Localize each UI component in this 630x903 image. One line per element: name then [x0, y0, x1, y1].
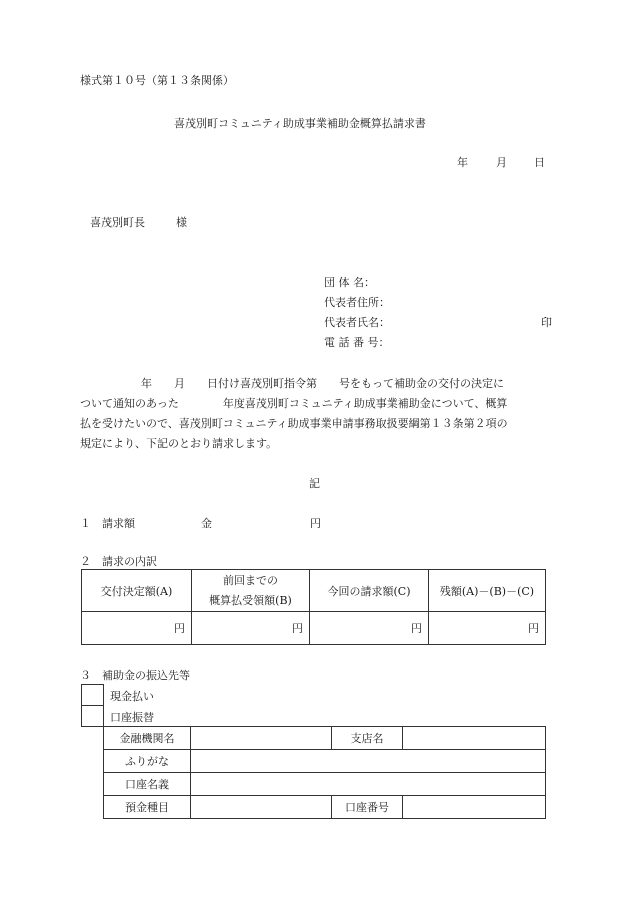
cell-decided-amount[interactable]: 円: [82, 612, 192, 645]
rep-name-label: 代表者氏名：: [324, 316, 390, 329]
section2-label: ２ 請求の内訳: [80, 555, 157, 568]
body-line-2: ついて通知のあった 年度喜茂別町コミュニティ助成事業補助金について、概算: [80, 397, 508, 410]
furigana-input[interactable]: [191, 750, 546, 773]
cell-current-request[interactable]: 円: [310, 612, 429, 645]
section1-label: １ 請求額: [80, 517, 135, 530]
header-previous-line1: 前回までの: [223, 573, 278, 587]
section3-label: ３ 補助金の振込先等: [80, 669, 190, 682]
cell-previous-received[interactable]: 円: [192, 612, 310, 645]
addressee-honorific: 様: [176, 216, 187, 229]
account-holder-label: 口座名義: [104, 773, 191, 796]
account-number-input[interactable]: [403, 796, 546, 819]
bank-table: [103, 726, 546, 819]
furigana-label: ふりがな: [104, 750, 191, 773]
org-name-label: 団 体 名：: [324, 276, 375, 289]
cash-option-label: 現金払い: [110, 690, 154, 703]
body-line-3: 払を受けたいので、喜茂別町コミュニティ助成事業申請事務取扱要綱第１３条第２項の: [80, 417, 508, 430]
deposit-type-label: 預金種目: [104, 796, 191, 819]
account-holder-input[interactable]: [191, 773, 546, 796]
body-line-1: 年 月 日付け喜茂別町指令第 号をもって補助金の交付の決定に: [141, 377, 504, 390]
cash-checkbox[interactable]: [81, 684, 104, 706]
body-line-4: 規定により、下記のとおり請求します。: [80, 437, 278, 450]
transfer-option-label: 口座振替: [110, 711, 154, 724]
deposit-type-input[interactable]: [191, 796, 332, 819]
date-month: 月: [496, 156, 507, 169]
amount-kin: 金: [201, 517, 212, 530]
header-decided-amount: 交付決定額(A): [82, 570, 192, 612]
branch-label: 支店名: [332, 727, 403, 750]
breakdown-table: [81, 569, 546, 645]
cell-remaining[interactable]: 円: [429, 612, 546, 645]
form-number: 様式第１０号（第１３条関係）: [80, 74, 234, 87]
document-title: 喜茂別町コミュニティ助成事業補助金概算払請求書: [174, 117, 426, 130]
header-previous-line2: 概算払受領額(B): [209, 593, 292, 607]
rep-address-label: 代表者住所：: [324, 296, 390, 309]
date-day: 日: [534, 156, 545, 169]
seal-mark: 印: [541, 316, 552, 329]
addressee-name: 喜茂別町長: [90, 216, 145, 229]
account-number-label: 口座番号: [332, 796, 403, 819]
header-previous-received: [192, 570, 310, 612]
transfer-checkbox[interactable]: [81, 705, 104, 727]
bank-institution-input[interactable]: [191, 727, 332, 750]
branch-input[interactable]: [403, 727, 546, 750]
phone-label: 電 話 番 号：: [324, 336, 390, 349]
ki-heading: 記: [309, 477, 320, 490]
amount-yen: 円: [310, 517, 321, 530]
header-current-request: 今回の請求額(C): [310, 570, 429, 612]
header-remaining: 残額(A)－(B)－(C): [429, 570, 546, 612]
date-year: 年: [457, 156, 468, 169]
bank-institution-label: 金融機関名: [104, 727, 191, 750]
